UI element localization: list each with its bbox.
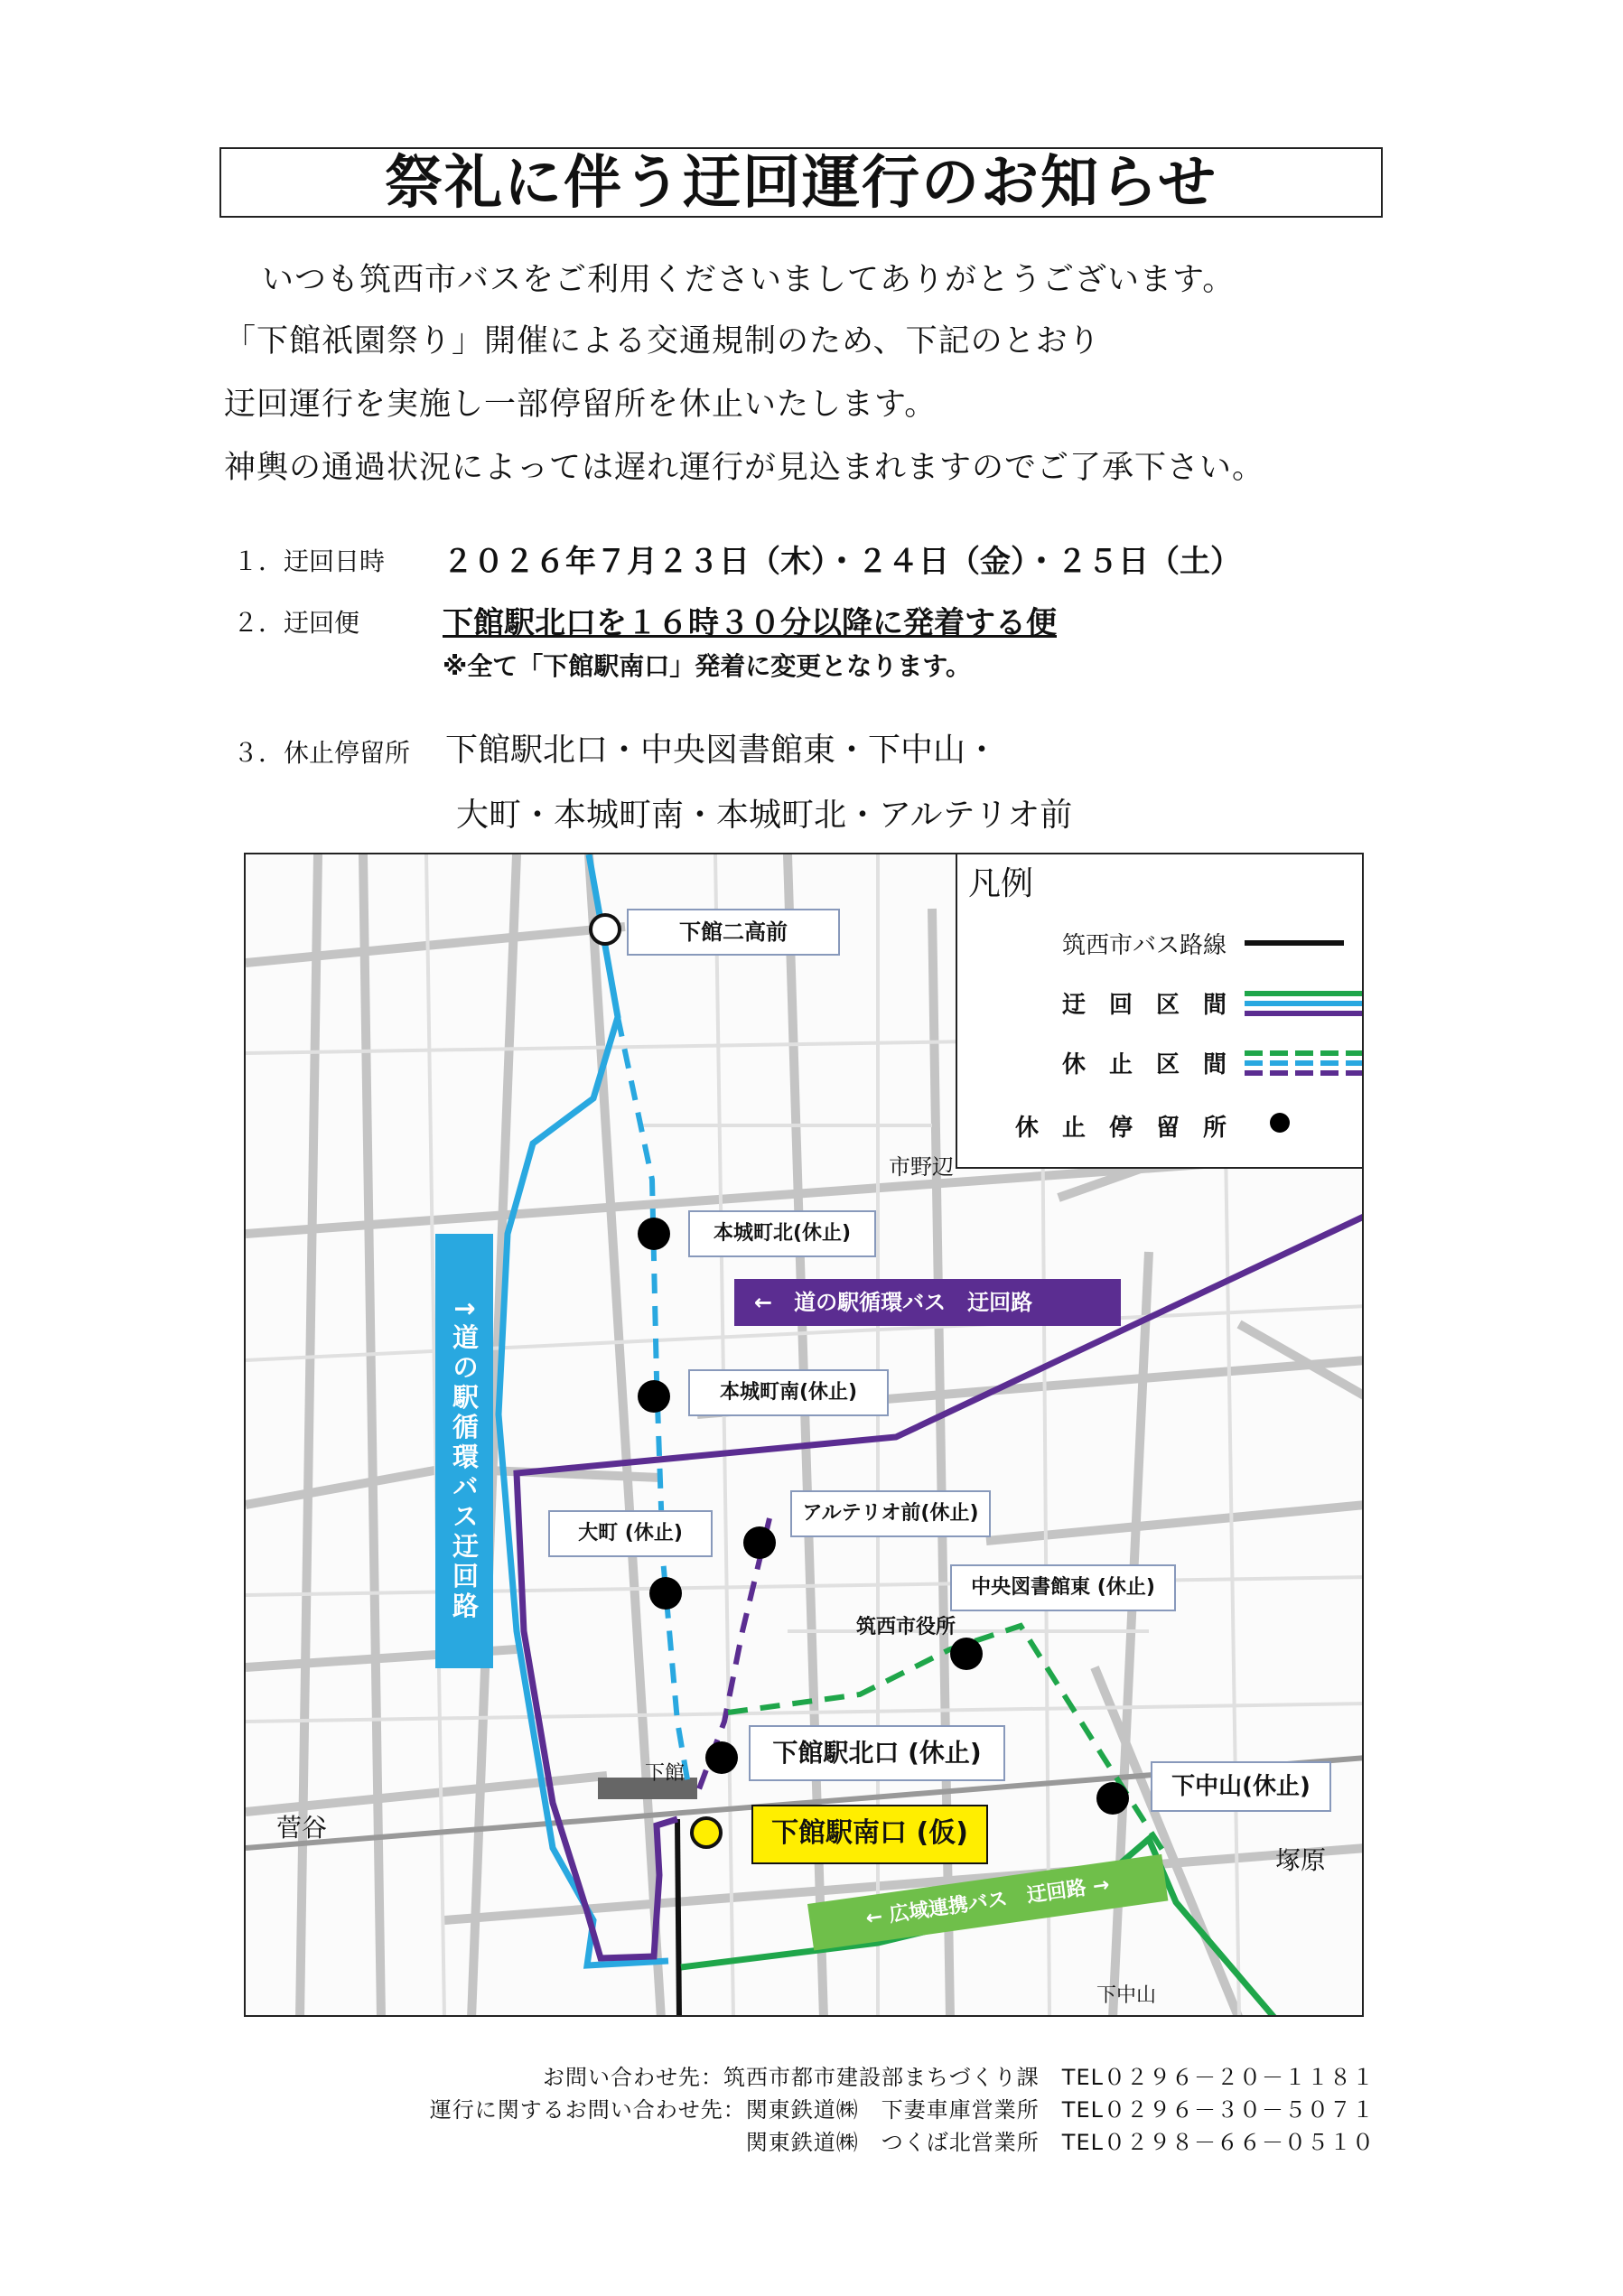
stop-minami-guchi-marker: [692, 1818, 721, 1847]
label-tsukahara: 塚原: [1275, 1845, 1327, 1875]
legend-title: 凡例: [968, 865, 1034, 902]
stop-label-kita-guchi: 下館駅北口 (休止): [749, 1725, 1005, 1781]
date-label: １．迂回日時: [233, 546, 386, 576]
footer-line-2: 運行に関するお問い合わせ先：関東鉄道㈱ 下妻車庫営業所 TEL０２９６－３０－５０７１: [429, 2097, 1375, 2123]
stop-label-honjo-kita: 本城町北(休止): [688, 1210, 876, 1257]
trip-note: ※全て「下館駅南口」発着に変更となります。: [443, 651, 971, 681]
map-legend: [956, 853, 1364, 1169]
stop-kita-guchi-marker: [705, 1741, 738, 1774]
legend-bus-route-label: 筑西市バス路線: [1061, 932, 1227, 959]
stop-nakayama-marker: [1096, 1782, 1129, 1815]
legend-bus-route-swatch: [1245, 934, 1344, 952]
stop-label-toshokan: 中央図書館東 (休止): [950, 1564, 1176, 1611]
legend-suspended-stop-label: 休 止 停 留 所: [1014, 1115, 1227, 1142]
stop-omachi-marker: [649, 1577, 682, 1610]
trip-label: ２．迂回便: [233, 608, 360, 638]
label-shimonakayama: 下中山: [1096, 1984, 1157, 2007]
intro-line-3: 迂回運行を実施し一部停留所を休止いたします。: [224, 387, 937, 423]
stop-honjo-minami-marker: [638, 1380, 670, 1413]
label-sugaya: 菅谷: [276, 1813, 328, 1843]
banner-koiki: ← 広域連携バス 迂回路 →: [807, 1854, 1168, 1951]
footer-line-3: 関東鉄道㈱ つくば北営業所 TEL０２９８－６６－０５１０: [745, 2130, 1375, 2155]
stop-label-honjo-minami: 本城町南(休止): [688, 1369, 889, 1416]
label-shimodate: 下館: [645, 1762, 686, 1785]
stop-honjo-kita-marker: [638, 1218, 670, 1250]
stop-label-shimodate-niko: 下館二高前: [627, 909, 840, 956]
banner-michinoeki-vertical: ↑道の駅循環バス迂回路: [435, 1234, 493, 1668]
label-ichinobe: 市野辺: [889, 1154, 954, 1180]
intro-line-2: 「下館祇園祭り」開催による交通規制のため、下記のとおり: [224, 323, 1101, 359]
legend-suspended-section-swatch: [1245, 1048, 1362, 1078]
legend-suspended-stop-swatch: [1266, 1109, 1293, 1136]
intro-line-4: 神輿の通過状況によっては遅れ運行が見込まれますのでご了承下さい。: [224, 450, 1265, 486]
legend-detour-swatch: [1245, 988, 1362, 1019]
stops-label: ３．休止停留所: [233, 738, 411, 768]
stop-toshokan-marker: [950, 1638, 983, 1670]
stop-arterio-marker: [743, 1526, 776, 1559]
bus-route-line: [677, 1819, 679, 2017]
stops-line-1: 下館駅北口・中央図書館東・下中山・: [445, 732, 999, 769]
footer-line-1: お問い合わせ先：筑西市都市建設部まちづくり課 TEL０２９６－２０－１１８１: [543, 2065, 1375, 2090]
intro-line-1: いつも筑西市バスをご利用くださいましてありがとうございます。: [262, 262, 1236, 298]
stops-line-2: 大町・本城町南・本城町北・アルテリオ前: [456, 797, 1073, 834]
trip-value: 下館駅北口を１６時３０分以降に発着する便: [443, 605, 1057, 641]
banner-michinoeki-horizontal: ← 道の駅循環バス 迂回路: [734, 1279, 1121, 1326]
page-title: 祭礼に伴う迂回運行のお知らせ: [219, 147, 1383, 218]
stop-label-nakayama: 下中山(休止): [1151, 1761, 1331, 1812]
stop-label-omachi: 大町 (休止): [548, 1510, 713, 1557]
legend-detour-label: 迂 回 区 間: [1061, 992, 1227, 1019]
date-value: ２０２６年７月２３日（木）・２４日（金）・２５日（土）: [443, 544, 1241, 580]
stop-shimodate-niko-marker: [591, 915, 620, 944]
stop-label-minami-guchi: 下館駅南口 (仮): [751, 1805, 988, 1864]
legend-suspended-section-label: 休 止 区 間: [1061, 1051, 1227, 1078]
stop-label-arterio: アルテリオ前(休止): [790, 1490, 991, 1537]
label-shiyakusho: 筑西市役所: [856, 1616, 956, 1638]
